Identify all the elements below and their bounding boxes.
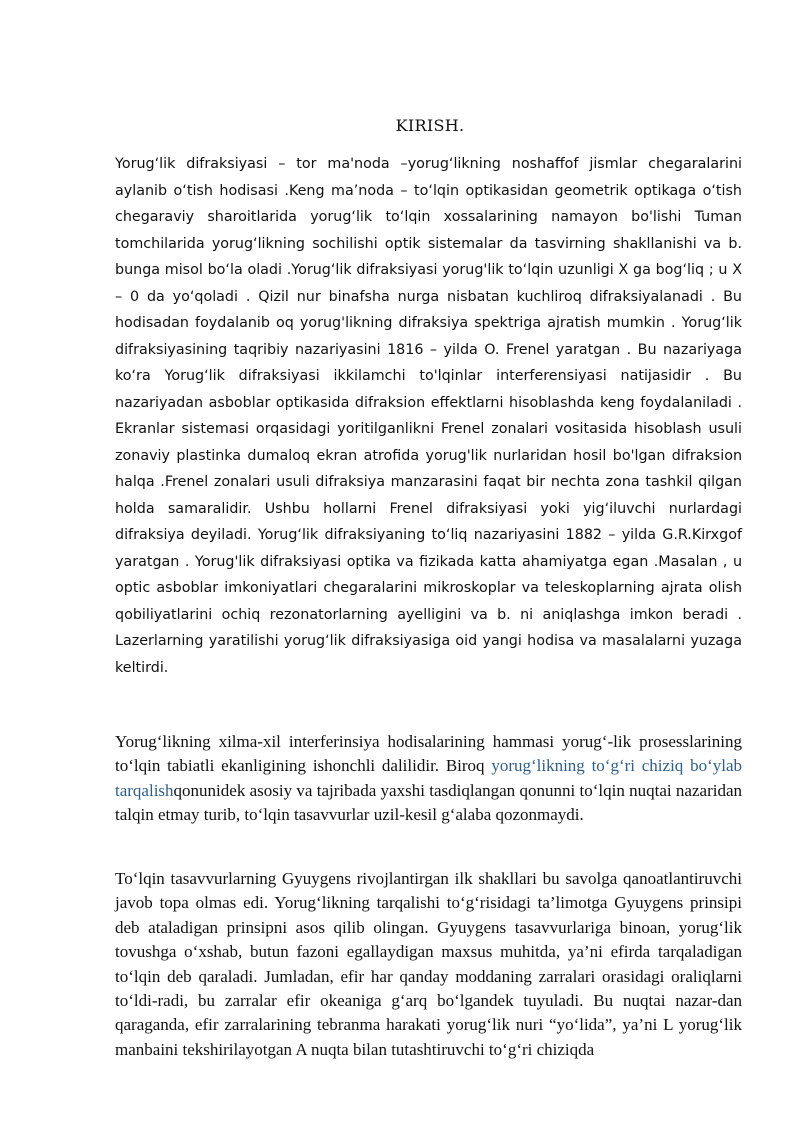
highlighted-phrase: yorug‘likning to‘g‘ri chiziq bo‘ylab tarqalish xyxy=(115,756,742,800)
paragraph-text: Yorug‘likning xilma-xil interferinsiya hodisalarining hammasi yorug‘-lik prosesslarining to‘lqin tabiatli ekanligining ishonchli dalilidir. Biroq xyxy=(115,732,742,776)
page-title: KIRISH. xyxy=(395,116,465,135)
paragraph-text: qonunidek asosiy va tajribada yaxshi tasdiqlangan qonunni to‘lqin nuqtai nazaridan talqin etmay turib, to‘lqin tasavvurlar uzil-kesil g‘alaba qozonmaydi. xyxy=(115,780,742,825)
paragraph-intro: Yorug‘lik difraksiyasi – tor ma'noda –yorug‘likning noshaffof jismlar chegaralarini aylanib o‘tish hodisasi .Keng ma’noda – to‘lqin optikasidan geometrik optikaga o‘tish chegaraviy sharoitlarida yorug‘lik to‘lqin xossalarining namayon bo'lishi Tuman tomchilarida yorug‘likning sochilishi optik sistemalar da tasvirning shakllanishi va b. bunga misol bo‘la oladi .Yorug‘lik difraksiyasi yorug'lik to‘lqin uzunligi X ga bog‘liq ; u X – 0 da yo‘qoladi . Qizil nur binafsha nurga nisbatan kuchliroq difraksiyalanadi . Bu hodisadan foydalanib oq yorug'likning difraksiya spektriga ajratish mumkin . Yorug‘lik difraksiyasining taqribiy nazariyasini 1816 – yilda O. Frenel yaratgan . Bu nazariyaga ko‘ra Yorug‘lik difraksiyasi ikkilamchi to'lqinlar interferensiyasi natijasidir . Bu nazariyadan asboblar optikasida difraksion effektlarni hisoblashda keng foydalaniladi . Ekranlar sistemasi orqasidagi yoritilganlikni Frenel zonalari vositasida hisoblash usuli zonaviy plastinka dumaloq ekran atrofida yorug'lik nurlaridan hosil bo'lgan difraksion halqa .Frenel zonalari usuli difraksiya manzarasini faqat bir nechta zona tashkil qilgan holda samaralidir. Ushbu hollarni Frenel difraksiyasi yoki yig‘iluvchi nurlardagi difraksiya deyiladi. Yorug‘lik difraksiyaning to‘liq nazariyasini 1882 – yilda G.R.Kirxgof yaratgan . Yorug'lik difraksiyasi optika va fizikada katta ahamiyatga egan .Masalan , u optic asboblar imkoniyatlari chegaralarini mikroskoplar va teleskoplarning ajrata olish qobiliyatlarini ochiq rezonatorlarning ayelligini va b. ni aniqlashga imkon beradi . Lazerlarning yaratilishi yorug‘lik difraksiyasiga oid yangi hodisa va masalalarni yuzaga keltirdi. xyxy=(115,156,742,676)
paragraph-interference xyxy=(115,730,742,828)
paragraph-huygens: To‘lqin tasavvurlarning Gyuygens rivojlantirgan ilk shakllari bu savolga qanoatlantiruvchi javob topa olmas edi. Yorug‘likning tarqalishi to‘g‘risidagi ta’limotga Gyuygens prinsipi deb ataladigan prinsipni asos qilib olingan. Gyuygens tasavvurlariga binoan, yorug‘lik tovushga o‘xshab, butun fazoni egallaydigan maxsus muhitda, ya’ni efirda tarqaladigan to‘lqin deb qaraladi. Jumladan, efir har qanday moddaning zarralari orasidagi oraliqlarni to‘ldi-radi, bu zarralar efir okeaniga g‘arq bo‘lgandek tuyuladi. Bu nuqtai nazar-dan qaraganda, efir zarralarining tebranma harakati yorug‘lik nuri “yo‘lida”, ya’ni L yorug‘lik manbaini tekshirilayotgan A nuqta bilan tutashtiruvchi to‘g‘ri chiziqda xyxy=(115,869,742,1059)
